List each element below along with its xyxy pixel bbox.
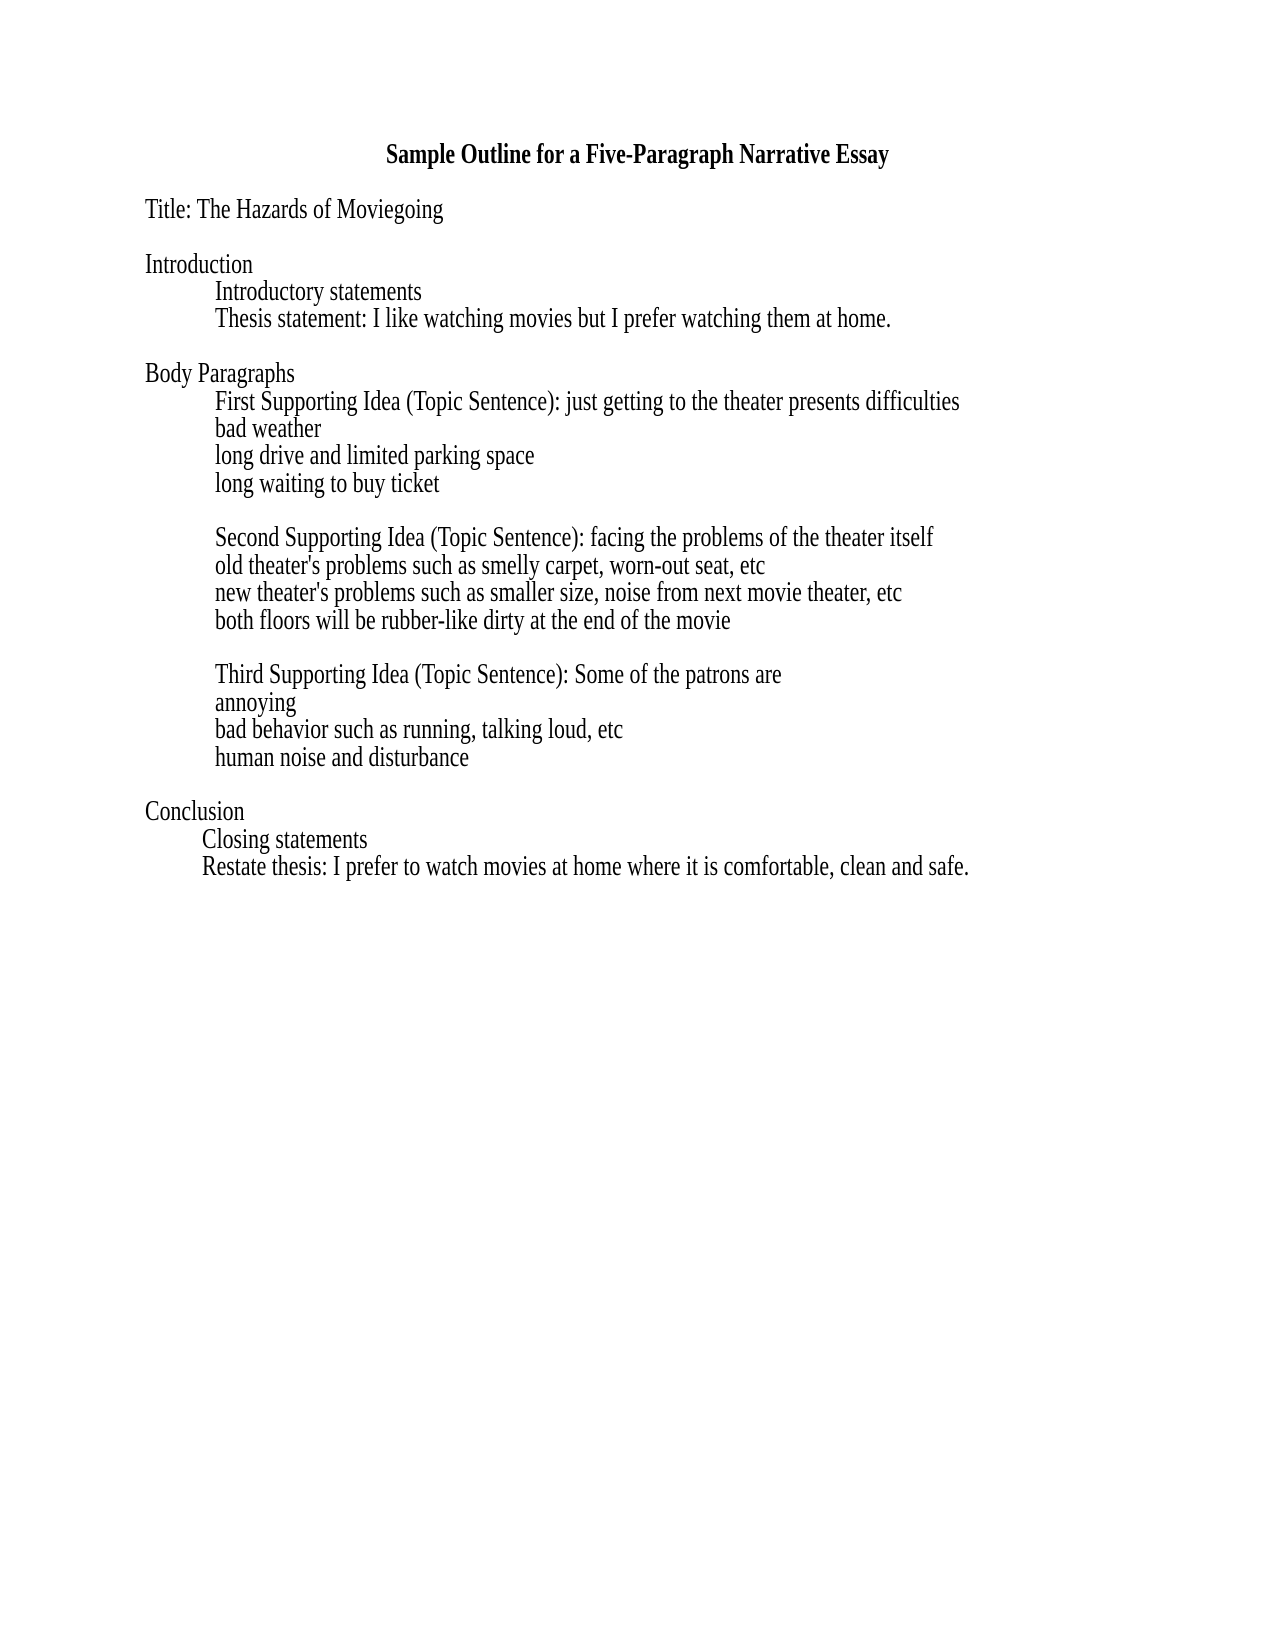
outline-main-heading: Sample Outline for a Five-Paragraph Narrative Essay bbox=[385, 139, 890, 170]
second-supporting-idea-line: Second Supporting Idea (Topic Sentence): facing the problems of the theater itself bbox=[215, 522, 934, 554]
blank-line bbox=[145, 497, 1130, 524]
second-idea-detail-line: old theater's problems such as smelly carpet, worn-out seat, etc bbox=[215, 549, 766, 581]
third-supporting-idea-line: Third Supporting Idea (Topic Sentence): Some of the patrons are bbox=[215, 659, 782, 691]
third-idea-detail-line: human noise and disturbance bbox=[215, 741, 470, 773]
thesis-statement-line: Thesis statement: I like watching movies but I prefer watching them at home. bbox=[215, 303, 892, 335]
conclusion-heading: Conclusion bbox=[145, 796, 245, 828]
second-idea-detail-line: new theater's problems such as smaller size, noise from next movie theater, etc bbox=[215, 577, 903, 609]
second-idea-detail-line: both floors will be rubber-like dirty at the end of the movie bbox=[215, 604, 731, 636]
first-idea-detail-line: bad weather bbox=[215, 412, 322, 444]
closing-statements-line: Closing statements bbox=[202, 823, 368, 855]
restate-thesis-line: Restate thesis: I prefer to watch movies at home where it is comfortable, clean and safe. bbox=[202, 851, 970, 883]
blank-line bbox=[145, 634, 1130, 661]
first-supporting-idea-line: First Supporting Idea (Topic Sentence): just getting to the theater presents difficulties bbox=[215, 385, 960, 417]
introductory-statements-line: Introductory statements bbox=[215, 275, 422, 307]
blank-line bbox=[145, 771, 1130, 798]
first-idea-detail-line: long drive and limited parking space bbox=[215, 440, 535, 472]
essay-title-line: Title: The Hazards of Moviegoing bbox=[145, 193, 444, 225]
first-idea-detail-line: long waiting to buy ticket bbox=[215, 467, 440, 499]
blank-line bbox=[145, 223, 1130, 250]
third-idea-detail-line: bad behavior such as running, talking loud, etc bbox=[215, 714, 624, 746]
body-paragraphs-heading: Body Paragraphs bbox=[145, 358, 295, 390]
third-idea-detail-line: annoying bbox=[215, 686, 297, 718]
blank-line bbox=[145, 333, 1130, 360]
blank-line bbox=[145, 168, 1130, 195]
introduction-heading: Introduction bbox=[145, 248, 253, 280]
